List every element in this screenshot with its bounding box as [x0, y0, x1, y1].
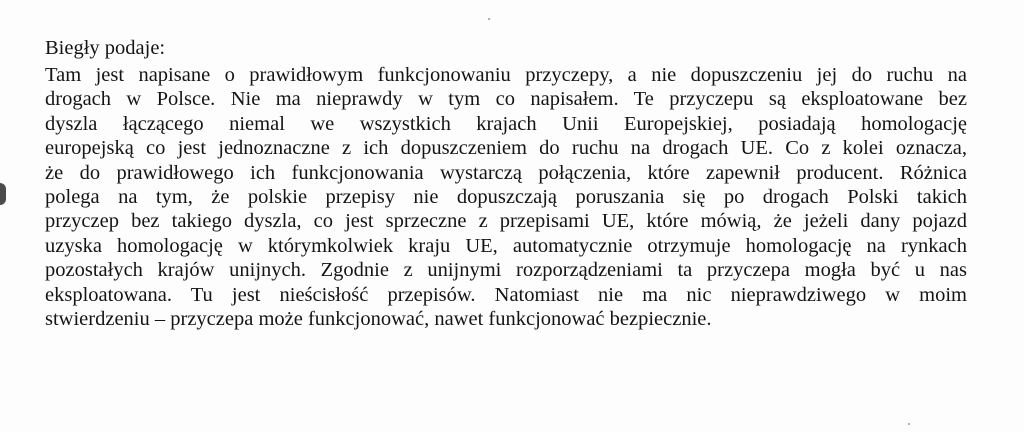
- statement-line: europejską co jest jednoznaczne z ich dopuszczeniem do ruchu na drogach UE. Co z kolei oznacza,: [45, 137, 967, 160]
- statement-line: stwierdzeniu – przyczepa może funkcjonować, nawet funkcjonować bezpiecznie.: [45, 308, 712, 331]
- binding-mark: [0, 183, 6, 205]
- statement-line: Tam jest napisane o prawidłowym funkcjonowaniu przyczepy, a nie dopuszczeniu jej do ruchu na: [45, 64, 967, 86]
- statement-line: eksploatowana. Tu jest nieścisłość przepisów. Natomiast nie ma nic nieprawdziwego w moim: [45, 283, 967, 306]
- scan-speck: [488, 18, 490, 20]
- statement-line: dyszla łączącego niemal we wszystkich krajach Unii Europejskiej, posiadają homologację: [45, 112, 967, 135]
- statement-line: że do prawidłowego ich funkcjonowania wystarczą połączenia, które zapewnił producent. Różnica: [45, 161, 967, 184]
- statement-line: drogach w Polsce. Nie ma nieprawdy w tym co napisałem. Te przyczepu są eksploatowane bez: [45, 88, 967, 111]
- scan-speck: [908, 423, 910, 425]
- statement-line: pozostałych krajów unijnych. Zgodnie z unijnymi rozporządzeniami ta przyczepa mogła być u nas: [45, 259, 967, 282]
- expert-statement: [45, 63, 967, 331]
- statement-line: uzyska homologację w którymkolwiek kraju UE, automatycznie otrzymuje homologację na rynkach: [45, 234, 967, 257]
- statement-line: przyczep bez takiego dyszla, co jest sprzeczne z przepisami UE, które mówią, że jeżeli dany pojazd: [45, 210, 967, 233]
- statement-line: polega na tym, że polskie przepisy nie dopuszczają poruszania się po drogach Polski takich: [45, 186, 967, 209]
- speaker-label: Biegły podaje:: [45, 37, 166, 59]
- cropped-previous-line: [38, 0, 998, 6]
